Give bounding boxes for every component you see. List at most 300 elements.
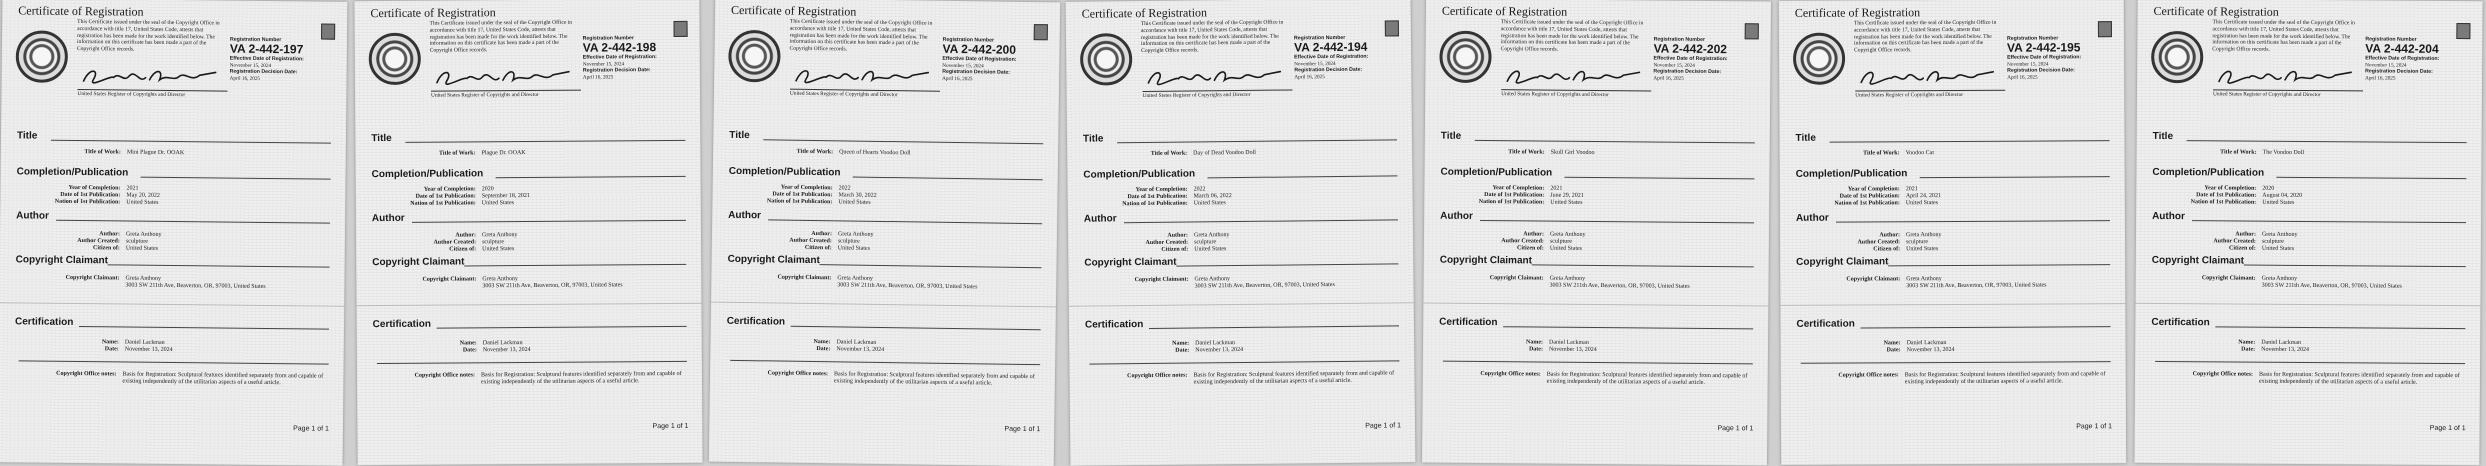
- page-fold: [1423, 302, 1768, 306]
- author-created-row: [356, 239, 505, 246]
- title-of-work-label: Title of Work:: [796, 148, 834, 156]
- year-of-completion-value: 2020: [2262, 185, 2275, 192]
- author-created-value: sculpture: [1906, 239, 1929, 246]
- office-notes: [1809, 371, 2119, 387]
- author-value: Greta Anthony: [837, 231, 874, 238]
- title-section-heading: Title: [371, 132, 392, 145]
- citizen-value: United States: [125, 245, 159, 252]
- year-of-completion-label: Year of Completion:: [423, 186, 476, 193]
- first-publication-label: Date of 1st Publication:: [2196, 192, 2257, 199]
- certificate-header: [2137, 0, 2483, 129]
- cert-name-value: Daniel Lackman: [124, 339, 165, 346]
- author-created-label: Author Created:: [433, 239, 477, 246]
- claimant-label: Copyright Claimant:: [777, 274, 832, 282]
- page-fold: [0, 302, 344, 307]
- author-created-value: sculpture: [2261, 238, 2284, 245]
- author-section-heading: Author: [728, 209, 762, 222]
- title-of-work-value: Voodoo Cat: [1905, 150, 1935, 157]
- cert-name-label: Name:: [1172, 340, 1190, 347]
- page-number: Page 1 of 1: [1004, 425, 1041, 434]
- citizen-label: Citizen of:: [1517, 245, 1544, 252]
- section-divider: [820, 264, 1042, 268]
- certification-section-heading: Certification: [14, 316, 74, 328]
- section-divider: [437, 326, 687, 329]
- certificate-statement: This Certificate issued under the seal of the Copyright Office in accordance with title 17, United States Code, attests that registration has been made for the work identified below. The information on this certificate has been made a part of the Copyright Office records.: [1500, 19, 1644, 53]
- cert-date-row: [2135, 346, 2310, 354]
- certificate-header: [713, 0, 1060, 130]
- section-divider: [1503, 326, 1753, 329]
- office-notes: [1097, 370, 1407, 387]
- decision-date-label: Registration Decision Date:: [942, 69, 1011, 76]
- citizen-row: [2136, 245, 2295, 252]
- author-row: [1424, 230, 1586, 238]
- author-created-value: sculpture: [482, 239, 505, 246]
- claimant-section-heading: Copyright Claimant: [15, 254, 108, 267]
- certificate-title: Certificate of Registration: [730, 2, 857, 19]
- claimant-row: [2136, 275, 2298, 282]
- register-title: United States Register of Copyrights and Director: [431, 91, 539, 99]
- page-fold: [711, 302, 1056, 308]
- cert-date-value: November 13, 2024: [1548, 346, 1597, 354]
- year-of-completion-value: 2021: [1905, 186, 1918, 193]
- section-divider: [56, 220, 330, 224]
- first-publication-value: September 18, 2021: [481, 192, 530, 200]
- cert-name-label: Name:: [1526, 339, 1544, 346]
- section-divider: [141, 177, 331, 180]
- copyright-office-seal-icon: [1793, 33, 1845, 85]
- year-of-completion-label: Year of Completion:: [1492, 185, 1545, 192]
- effective-date-label: Effective Date of Registration:: [2365, 55, 2440, 63]
- completion-section-heading: Completion/Publication: [371, 168, 484, 181]
- author-section-heading: Author: [1083, 213, 1117, 225]
- cert-name-row: [1781, 340, 1947, 347]
- registration-number: VA 2-442-195: [2007, 40, 2081, 56]
- author-created-value: sculpture: [837, 238, 860, 245]
- year-of-completion-value: 2022: [1193, 186, 1206, 193]
- first-publication-value: August 04, 2020: [2262, 192, 2303, 199]
- claimant-section-heading: Copyright Claimant: [1796, 256, 1889, 268]
- claimant-section-heading: Copyright Claimant: [1439, 254, 1533, 267]
- section-divider: [1207, 175, 1397, 178]
- completion-section-heading: Completion/Publication: [1440, 166, 1553, 179]
- cert-name-label: Name:: [2238, 339, 2256, 346]
- first-publication-value: March 30, 2022: [838, 192, 877, 199]
- cert-date-value: November 13, 2024: [2261, 346, 2310, 354]
- nation-publication-label: Nation of 1st Publication:: [54, 198, 121, 206]
- certificate-page: [1066, 0, 1416, 466]
- decision-date: April 16, 2025: [582, 74, 614, 81]
- author-created-label: Author Created:: [789, 237, 832, 245]
- section-divider: [1176, 263, 1398, 266]
- effective-date: November 15, 2024: [1294, 60, 1336, 68]
- cert-date-row: [1423, 345, 1597, 354]
- section-divider: [763, 139, 1043, 144]
- claimant-address: 3003 SW 211th Ave, Beaverton, OR, 97003, United States: [1906, 282, 2047, 290]
- section-divider: [19, 360, 329, 364]
- claimant-section-heading: Copyright Claimant: [1084, 256, 1177, 269]
- citizen-label: Citizen of:: [1873, 246, 1901, 253]
- cert-name-label: Name:: [813, 339, 831, 346]
- registration-block: [2007, 35, 2117, 81]
- section-divider: [1475, 140, 1755, 143]
- first-publication-row: [2136, 192, 2303, 199]
- author-section-heading: Author: [371, 212, 405, 225]
- registration-number: VA 2-442-197: [229, 41, 304, 57]
- citizen-label: Citizen of:: [804, 244, 832, 252]
- certificate-statement: This Certificate issued under the seal of the Copyright Office in accordance with title 17, United States Code, attests that registration has been made for the work identified below. The information on this certificate has been made a part of the Copyright Office records.: [76, 18, 220, 53]
- section-divider: [412, 220, 686, 223]
- office-notes: [385, 371, 695, 387]
- effective-date: November 15, 2024: [229, 62, 272, 69]
- year-of-completion-row: [2136, 185, 2275, 192]
- author-row: [1068, 232, 1230, 239]
- nation-publication-row: [2136, 199, 2295, 206]
- author-row: [356, 232, 518, 239]
- author-row: [2136, 231, 2298, 238]
- author-label: Author:: [1167, 232, 1189, 239]
- author-value: Greta Anthony: [1549, 231, 1586, 238]
- title-of-work-row: [1, 148, 185, 157]
- registration-number-label: Registration Number: [582, 35, 634, 42]
- year-of-completion-label: Year of Completion:: [2204, 185, 2257, 192]
- cert-date-label: Date:: [2241, 346, 2256, 353]
- certificate-page: [354, 0, 702, 465]
- title-of-work-row: [1067, 149, 1256, 157]
- year-of-completion-row: [0, 184, 139, 192]
- certificate-page: [1779, 0, 2126, 465]
- citizen-row: [1424, 244, 1583, 252]
- page-fold: [1069, 302, 1414, 307]
- section-divider: [853, 177, 1043, 181]
- nation-publication-value: United States: [126, 199, 159, 206]
- citizen-label: Citizen of:: [92, 245, 120, 252]
- registration-number-label: Registration Number: [2006, 35, 2059, 42]
- author-created-label: Author Created:: [1501, 238, 1544, 245]
- year-of-completion-label: Year of Completion:: [780, 184, 833, 192]
- section-divider: [405, 140, 685, 143]
- section-divider: [1830, 140, 2110, 142]
- nation-publication-value: United States: [481, 200, 514, 207]
- claimant-address: 3003 SW 211th Ave, Beaverton, OR, 97003, United States: [125, 282, 266, 290]
- author-value: Greta Anthony: [482, 232, 518, 239]
- section-divider: [791, 326, 1041, 330]
- office-notes-text: Basis for Registration: Sculptural features identified separately from and capable of existing independently of the utilitarian aspects of a useful article.: [480, 370, 682, 386]
- claimant-row: [711, 274, 873, 282]
- section-divider: [1124, 219, 1398, 223]
- office-notes-label: Copyright Office notes:: [56, 370, 117, 378]
- claimant-row: [1068, 276, 1231, 284]
- effective-date: November 15, 2024: [2007, 61, 2049, 68]
- decision-date-label: Registration Decision Date:: [1294, 66, 1363, 74]
- registration-number: VA 2-442-198: [582, 40, 657, 56]
- title-of-work-row: [1425, 148, 1595, 156]
- certificate-title: Certificate of Registration: [370, 5, 496, 21]
- title-of-work-value: Skull Girl Voodoo: [1550, 149, 1595, 156]
- office-notes-label: Copyright Office notes:: [767, 370, 829, 378]
- claimant-label: Copyright Claimant:: [1489, 275, 1544, 282]
- certification-section-heading: Certification: [2151, 316, 2210, 329]
- title-of-work-value: Queen of Hearts Voodoo Doll: [839, 149, 911, 157]
- cert-date-label: Date:: [1886, 347, 1901, 354]
- title-of-work-label: Title of Work:: [438, 150, 476, 157]
- year-of-completion-row: [356, 186, 494, 193]
- section-divider: [496, 176, 686, 178]
- office-notes-label: Copyright Office notes:: [2192, 371, 2254, 378]
- office-notes-text: Basis for Registration: Sculptural features identified separately from and capable of existing independently of the utilitarian aspects of a useful article.: [122, 371, 324, 387]
- page-number: Page 1 of 1: [652, 422, 689, 431]
- certificate-title: Certificate of Registration: [1794, 5, 1921, 20]
- nation-publication-row: [0, 198, 159, 206]
- title-of-work-value: Plague Dr. OOAK: [481, 150, 526, 157]
- first-publication-label: Date of 1st Publication:: [772, 191, 833, 199]
- year-of-completion-row: [1780, 186, 1918, 193]
- cert-name-row: [2135, 339, 2302, 346]
- author-created-row: [1068, 239, 1217, 246]
- nation-publication-value: United States: [1550, 199, 1583, 206]
- title-of-work-row: [1780, 150, 1935, 157]
- registration-block: [230, 37, 340, 83]
- register-title: United States Register of Copyrights and Director: [789, 90, 898, 99]
- author-row: [1780, 232, 1942, 239]
- author-created-label: Author Created:: [2213, 238, 2256, 245]
- section-divider: [1860, 326, 2110, 328]
- cert-date-value: November 13, 2024: [482, 346, 531, 354]
- certificate-statement: This Certificate issued under the seal of the Copyright Office in accordance with title 17, United States Code, attests that registration has been made for the work identified below. The information on this certificate has been made a part of the Copyright Office records.: [2212, 19, 2355, 53]
- year-of-completion-row: [1068, 186, 1206, 194]
- decision-date-label: Registration Decision Date:: [2365, 68, 2433, 76]
- year-of-completion-label: Year of Completion:: [1847, 186, 1900, 193]
- year-of-completion-row: [1424, 184, 1563, 192]
- office-notes-text: Basis for Registration: Sculptural features identified separately from and capable of existing independently of the utilitarian aspects of a useful article.: [1546, 371, 1748, 386]
- first-publication-row: [1068, 193, 1232, 201]
- page-number: Page 1 of 1: [1365, 422, 1402, 430]
- first-publication-label: Date of 1st Publication:: [1839, 193, 1900, 200]
- page-number: Page 1 of 1: [1717, 425, 1754, 433]
- copyright-office-seal-icon: [2151, 31, 2203, 83]
- section-divider: [1836, 220, 2110, 222]
- effective-date-label: Effective Date of Registration:: [1653, 55, 1728, 63]
- decision-date: April 16, 2025: [942, 75, 973, 82]
- register-title: United States Register of Copyrights and Director: [77, 90, 186, 99]
- section-divider: [377, 361, 687, 364]
- completion-section-heading: Completion/Publication: [728, 165, 841, 179]
- claimant-row: [0, 274, 162, 282]
- title-of-work-label: Title of Work:: [84, 149, 121, 156]
- cert-name-value: Daniel Lackman: [482, 340, 523, 347]
- author-created-row: [1424, 237, 1572, 245]
- cert-date-label: Date:: [1528, 346, 1543, 353]
- certificate-header: [1066, 0, 1412, 130]
- certificate-header: [1779, 0, 2125, 129]
- citizen-value: United States: [837, 245, 870, 252]
- first-publication-value: June 29, 2021: [1550, 192, 1584, 199]
- cert-name-value: Daniel Lackman: [1195, 340, 1236, 347]
- year-of-completion-value: 2022: [838, 185, 851, 192]
- author-value: Greta Anthony: [1906, 232, 1942, 239]
- copyright-office-seal-icon: [16, 30, 69, 83]
- section-divider: [2244, 265, 2466, 268]
- title-of-work-value: Day of Dead Voodoo Doll: [1193, 149, 1256, 157]
- claimant-name: Greta Anthony: [2261, 275, 2298, 282]
- author-value: Greta Anthony: [2261, 231, 2298, 238]
- author-section-heading: Author: [16, 210, 49, 222]
- register-title: United States Register of Copyrights and Director: [1501, 91, 1610, 99]
- register-title: United States Register of Copyrights and Director: [1142, 91, 1251, 100]
- citizen-row: [1780, 246, 1939, 253]
- decision-date: April 16, 2025: [1653, 75, 1684, 82]
- effective-date-label: Effective Date of Registration:: [942, 56, 1017, 64]
- cert-name-row: [1423, 338, 1589, 346]
- section-divider: [108, 264, 330, 267]
- cert-date-label: Date:: [1175, 347, 1190, 354]
- page-number: Page 1 of 1: [293, 425, 329, 433]
- claimant-label: Copyright Claimant:: [1134, 276, 1189, 284]
- nation-publication-label: Nation of 1st Publication:: [410, 200, 476, 207]
- section-divider: [2155, 361, 2465, 364]
- author-created-label: Author Created:: [77, 238, 120, 245]
- author-created-row: [2136, 238, 2284, 245]
- decision-date-label: Registration Decision Date:: [1653, 68, 1722, 76]
- cert-date-row: [1069, 346, 1244, 354]
- claimant-address: 3003 SW 211th Ave, Beaverton, OR, 97003, United States: [482, 282, 623, 290]
- decision-date: April 16, 2025: [2365, 75, 2396, 82]
- copyright-office-seal-icon: [369, 33, 421, 85]
- title-of-work-label: Title of Work:: [1863, 150, 1900, 157]
- registration-number-label: Registration Number: [229, 36, 282, 44]
- claimant-address: 3003 SW 211th Ave, Beaverton, OR, 97003, United States: [1549, 282, 1690, 290]
- author-created-row: [0, 237, 148, 245]
- section-divider: [1532, 264, 1754, 267]
- section-divider: [2187, 140, 2467, 143]
- registration-block: [2365, 36, 2475, 82]
- section-divider: [1920, 176, 2110, 178]
- citizen-value: United States: [1906, 246, 1939, 253]
- claimant-name: Greta Anthony: [482, 276, 518, 283]
- registration-block: [583, 35, 693, 81]
- author-label: Author:: [1523, 231, 1545, 238]
- register-signature-icon: [80, 65, 220, 88]
- page-fold: [1780, 303, 2125, 306]
- title-section-heading: Title: [16, 130, 38, 142]
- completion-section-heading: Completion/Publication: [16, 166, 129, 179]
- first-publication-label: Date of 1st Publication:: [60, 191, 121, 199]
- cert-name-label: Name:: [459, 340, 477, 347]
- title-section-heading: Title: [2152, 130, 2174, 143]
- claimant-name: Greta Anthony: [837, 275, 873, 282]
- registration-number-label: Registration Number: [2365, 36, 2417, 43]
- claimant-row: [1780, 276, 1942, 283]
- nation-publication-label: Nation of 1st Publication:: [1122, 200, 1188, 208]
- claimant-label: Copyright Claimant:: [65, 274, 120, 282]
- section-divider: [1443, 361, 1753, 365]
- author-created-label: Author Created:: [1857, 239, 1901, 246]
- first-publication-label: Date of 1st Publication:: [1484, 192, 1545, 199]
- author-created-value: sculpture: [125, 238, 148, 245]
- claimant-label: Copyright Claimant:: [2201, 275, 2256, 282]
- effective-date: November 15, 2024: [582, 61, 625, 68]
- registration-block: [1653, 36, 1763, 82]
- claimant-name: Greta Anthony: [1906, 276, 1942, 283]
- author-label: Author:: [811, 230, 833, 238]
- nation-publication-row: [1780, 200, 1939, 207]
- office-notes-label: Copyright Office notes:: [414, 372, 476, 379]
- nation-publication-label: Nation of 1st Publication:: [766, 198, 833, 206]
- author-value: Greta Anthony: [1194, 232, 1230, 239]
- claimant-row: [356, 276, 518, 283]
- certificate-title: Certificate of Registration: [2153, 3, 2279, 19]
- author-label: Author:: [455, 232, 477, 239]
- citizen-value: United States: [1549, 245, 1583, 252]
- decision-date-label: Registration Decision Date:: [2007, 67, 2075, 74]
- register-signature-icon: [1503, 65, 1643, 88]
- title-section-heading: Title: [1440, 130, 1462, 142]
- claimant-name: Greta Anthony: [1194, 276, 1231, 283]
- section-divider: [51, 140, 331, 144]
- year-of-completion-label: Year of Completion:: [68, 184, 121, 192]
- certificate-statement: This Certificate issued under the seal of the Copyright Office in accordance with title 17, United States Code, attests that registration has been made for the work identified below. The information on this certificate has been made a part of the Copyright Office records.: [789, 18, 933, 53]
- cert-date-value: November 13, 2024: [836, 346, 885, 354]
- decision-date: April 16, 2025: [229, 75, 261, 82]
- claimant-section-heading: Copyright Claimant: [2151, 254, 2245, 267]
- certification-section-heading: Certification: [726, 315, 786, 328]
- cert-date-label: Date:: [816, 346, 831, 353]
- effective-date-label: Effective Date of Registration:: [2007, 54, 2082, 62]
- claimant-name: Greta Anthony: [125, 275, 162, 282]
- title-of-work-value: The Voodoo Doll: [2262, 149, 2305, 156]
- author-row: [0, 230, 162, 238]
- completion-section-heading: Completion/Publication: [2152, 166, 2265, 179]
- citizen-label: Citizen of:: [1161, 246, 1189, 253]
- certificate-header: [1, 0, 347, 130]
- nation-publication-value: United States: [1193, 200, 1226, 207]
- office-notes: [738, 370, 1048, 388]
- year-of-completion-value: 2021: [126, 185, 139, 192]
- effective-date: November 15, 2024: [942, 62, 984, 70]
- author-label: Author:: [1879, 232, 1901, 239]
- first-publication-row: [1424, 191, 1584, 199]
- nation-publication-label: Nation of 1st Publication:: [1478, 198, 1545, 206]
- citizen-label: Citizen of:: [449, 246, 477, 253]
- registration-number: VA 2-442-194: [1294, 40, 1368, 55]
- certificate-header: [354, 0, 700, 129]
- first-publication-label: Date of 1st Publication:: [1127, 193, 1188, 201]
- section-divider: [464, 264, 686, 267]
- author-created-value: sculpture: [1194, 239, 1217, 246]
- registration-number: VA 2-442-204: [2365, 41, 2439, 57]
- copyright-office-seal-icon: [728, 30, 781, 83]
- certificate-statement: This Certificate issued under the seal of the Copyright Office in accordance with title 17, United States Code, attests that registration has been made for the work identified below. The information on this certificate has been made a part of the Copyright Office records.: [1140, 19, 1284, 55]
- author-value: Greta Anthony: [125, 231, 162, 238]
- claimant-address: 3003 SW 211th Ave, Beaverton, OR, 97003, United States: [1194, 282, 1335, 290]
- effective-date-label: Effective Date of Registration:: [229, 55, 304, 63]
- office-notes-text: Basis for Registration: Sculptural features identified separately from and capable of existing independently of the utilitarian aspects of a useful article.: [833, 371, 1035, 387]
- author-section-heading: Author: [1795, 212, 1829, 224]
- copyright-office-seal-icon: [1439, 31, 1491, 83]
- nation-publication-row: [356, 200, 514, 207]
- section-divider: [2192, 220, 2466, 223]
- author-label: Author:: [99, 231, 121, 238]
- effective-date: November 15, 2024: [2365, 62, 2407, 69]
- citizen-row: [0, 244, 159, 252]
- registration-number: VA 2-442-202: [1653, 41, 1728, 57]
- section-divider: [730, 360, 1040, 365]
- nation-publication-row: [1424, 198, 1583, 206]
- certificate-title: Certificate of Registration: [18, 3, 144, 19]
- citizen-label: Citizen of:: [2229, 245, 2256, 252]
- section-divider: [768, 219, 1042, 224]
- registration-number-label: Registration Number: [942, 36, 995, 44]
- claimant-address: 3003 SW 211th Ave, Beaverton, OR, 97003, United States: [837, 282, 978, 291]
